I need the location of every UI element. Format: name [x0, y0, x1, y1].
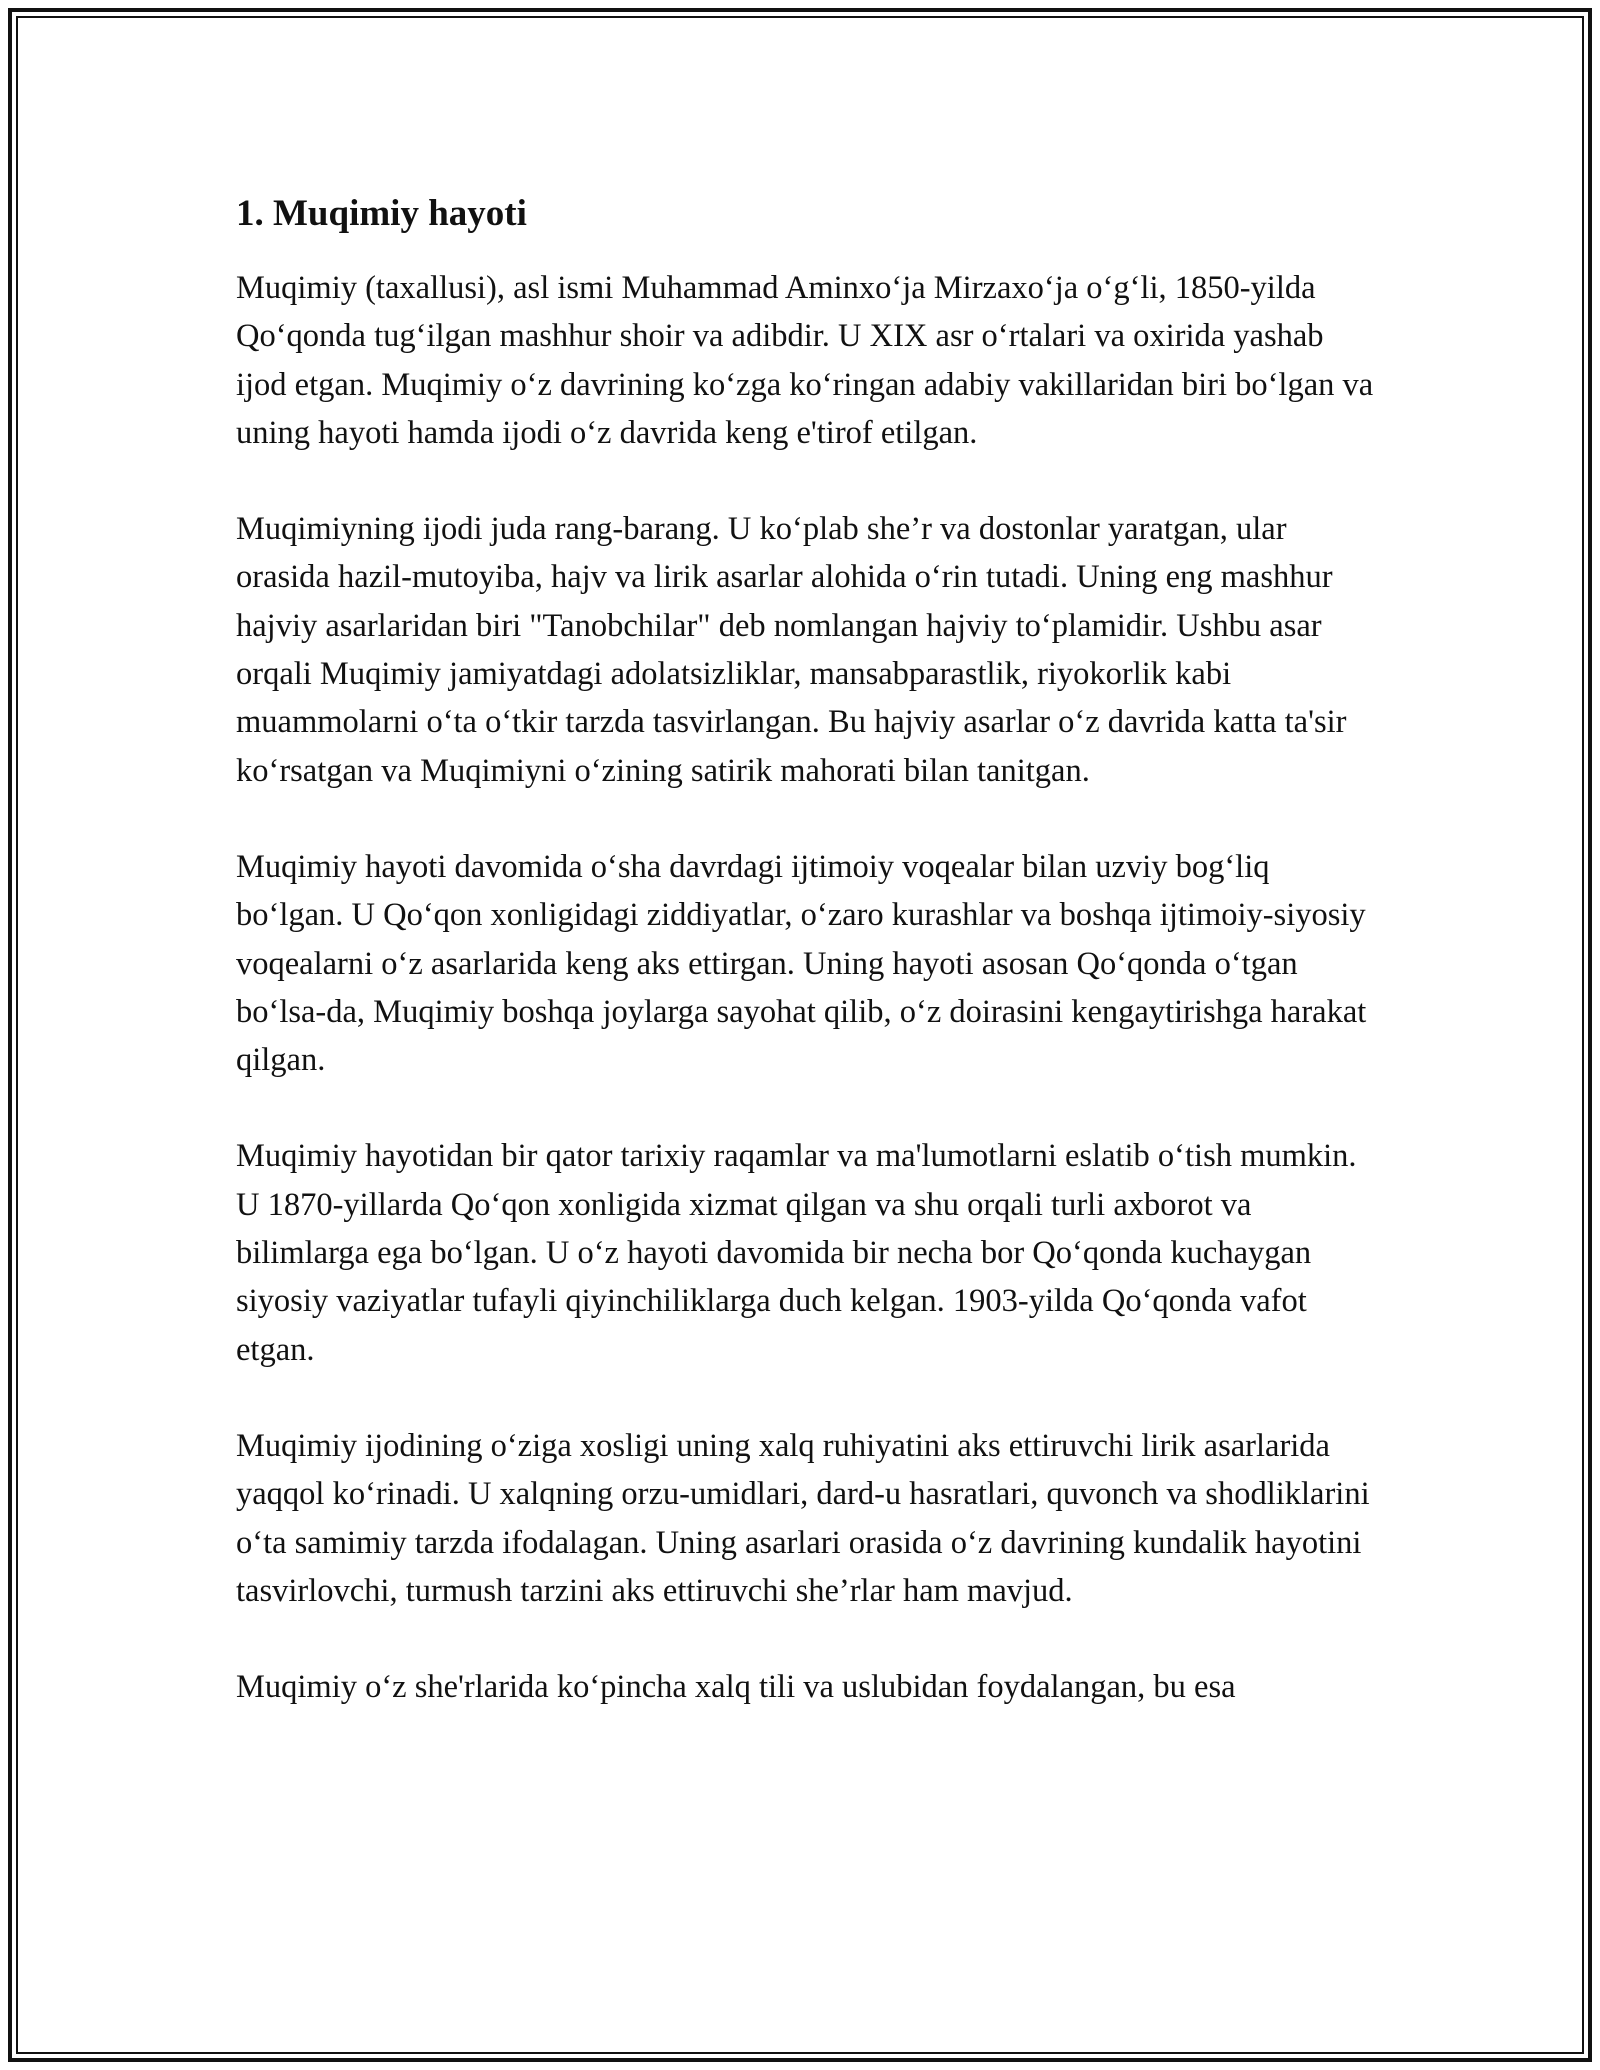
paragraph-2: Muqimiyning ijodi juda rang-barang. U koʻplab she’r va dostonlar yaratgan, ular orasida hazil-mutoyiba, hajv va lirik asarlar alohida oʻrin tutadi. Uning eng mashhur hajviy asarlaridan biri "Tanobchilar" deb nomlangan hajviy toʻplamidir. Ushbu asar orqali Muqimiy jamiyatdagi adolatsizliklar, mansabparastlik, riyokorlik kabi muammolarni oʻta oʻtkir tarzda tasvirlangan. Bu hajviy asarlar oʻz davrida katta ta'sir koʻrsatgan va Muqimiyni oʻzining satirik mahorati bilan tanitgan. — [236, 511, 1347, 789]
section-heading: 1. Muqimiy hayoti — [236, 193, 527, 234]
paragraph-4: Muqimiy hayotidan bir qator tarixiy raqamlar va ma'lumotlarni eslatib oʻtish mumkin. U 1870-yillarda Qoʻqon xonligida xizmat qilgan va shu orqali turli axborot va bilimlarga ega boʻlgan. U oʻz hayoti davomida bir necha bor Qoʻqonda kuchaygan siyosiy vaziyatlar tufayli qiyinchiliklarga duch kelgan. 1903-yilda Qoʻqonda vafot etgan. — [236, 1138, 1357, 1368]
paragraph-3: Muqimiy hayoti davomida oʻsha davrdagi ijtimoiy voqealar bilan uzviy bogʻliq boʻlgan. U Qoʻqon xonligidagi ziddiyatlar, oʻzaro kurashlar va boshqa ijtimoiy-siyosiy voqealarni oʻz asarlarida keng aks ettirgan. Uning hayoti asosan Qoʻqonda oʻtgan boʻlsa-da, Muqimiy boshqa joylarga sayohat qilib, oʻz doirasini kengaytirishga harakat qilgan. — [236, 848, 1367, 1079]
paragraph-6: Muqimiy oʻz she'rlarida koʻpincha xalq tili va uslubidan foydalangan, bu esa — [236, 1669, 1236, 1706]
paragraph-1: Muqimiy (taxallusi), asl ismi Muhammad Aminxoʻja Mirzaxoʻja oʻgʻli, 1850-yilda Qoʻqonda tugʻilgan mashhur shoir va adibdir. U XIX asr oʻrtalari va oxirida yashab ijod etgan. Muqimiy oʻz davrining koʻzga koʻringan adabiy vakillaridan biri boʻlgan va uning hayoti hamda ijodi oʻz davrida keng e'tirof etilgan. — [236, 270, 1374, 451]
paragraph-5: Muqimiy ijodining oʻziga xosligi uning xalq ruhiyatini aks ettiruvchi lirik asarlarida yaqqol koʻrinadi. U xalqning orzu-umidlari, dard-u hasratlari, quvonch va shodliklarini oʻta samimiy tarzda ifodalagan. Uning asarlari orasida oʻz davrining kundalik hayotini tasvirlovchi, turmush tarzini aks ettiruvchi she’rlar ham mavjud. — [236, 1427, 1370, 1609]
document-body — [236, 186, 1376, 1759]
